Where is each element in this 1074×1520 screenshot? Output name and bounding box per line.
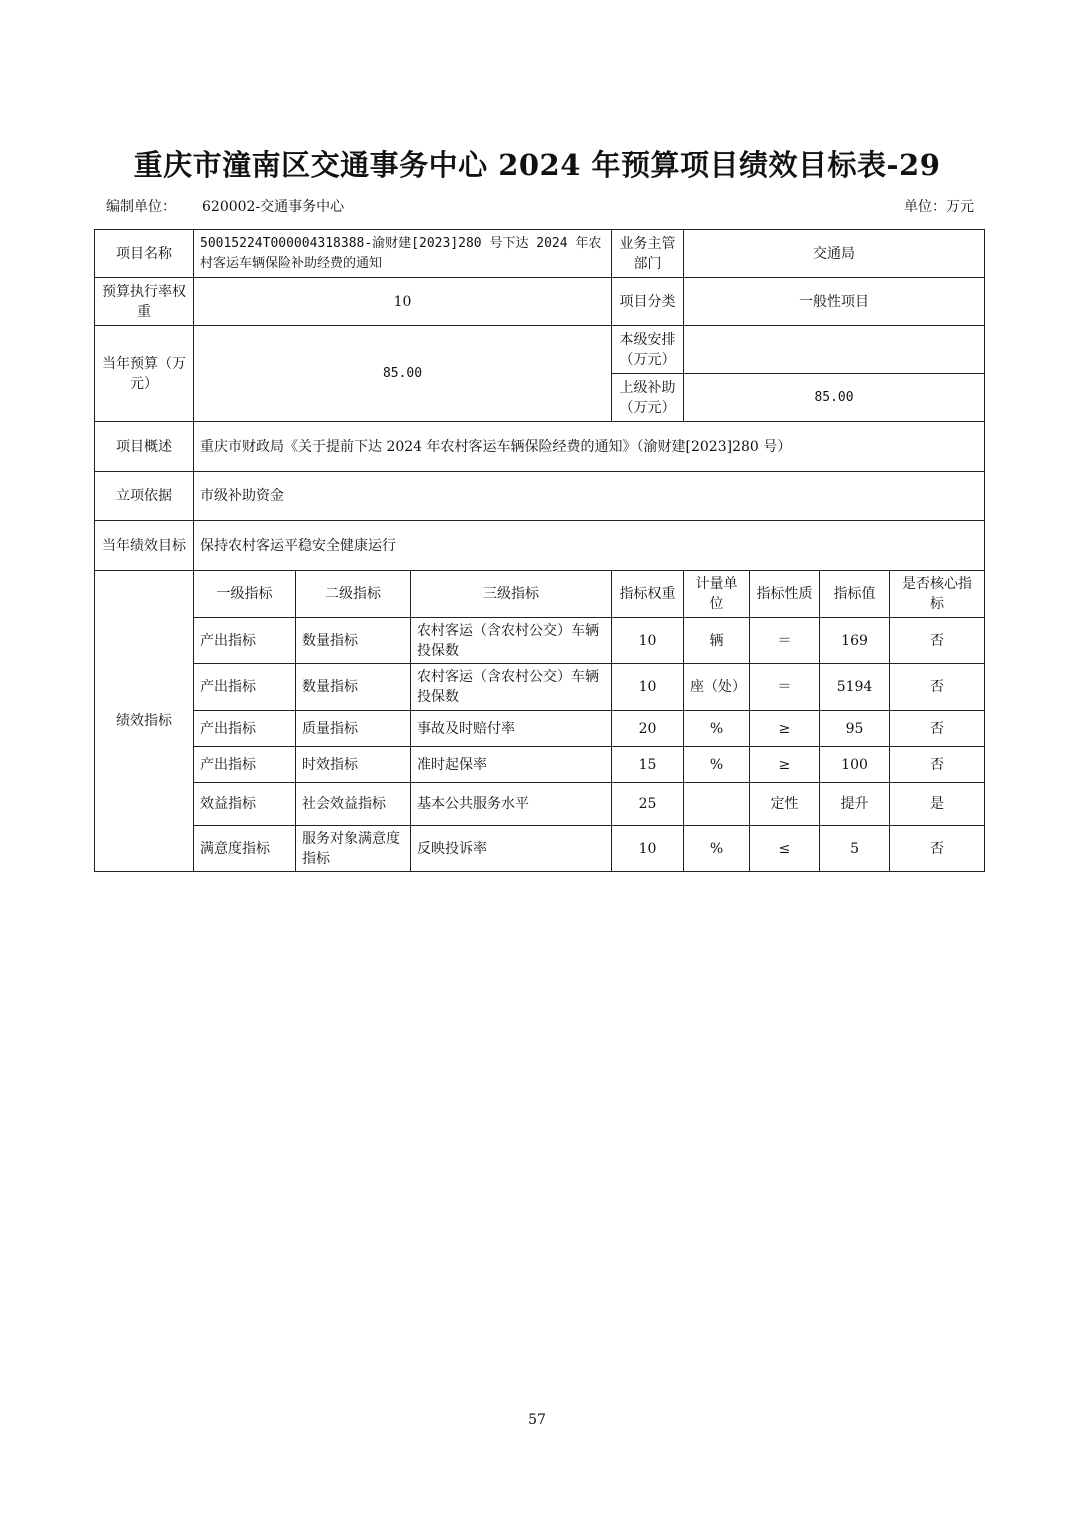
exec-weight-value: 10	[194, 278, 612, 326]
core-cell: 否	[890, 664, 985, 711]
header-level2: 二级指标	[296, 571, 411, 618]
nature-cell: ＝	[750, 664, 820, 711]
value-cell: 95	[820, 711, 890, 747]
table-row	[95, 826, 985, 872]
basis-label: 立项依据	[95, 472, 194, 521]
row-overview	[95, 422, 985, 472]
header-core: 是否核心指标	[890, 571, 985, 618]
weight-cell: 10	[612, 826, 684, 872]
level3-cell: 基本公共服务水平	[411, 783, 612, 826]
weight-cell: 10	[612, 618, 684, 664]
upper-label: 上级补助（万元）	[612, 374, 684, 422]
value-cell: 提升	[820, 783, 890, 826]
local-label: 本级安排（万元）	[612, 326, 684, 374]
indicator-header-row	[95, 571, 985, 618]
goal-label: 当年绩效目标	[95, 521, 194, 571]
unit-cell: 辆	[684, 618, 750, 664]
header-unit: 计量单位	[684, 571, 750, 618]
nature-cell: ＝	[750, 618, 820, 664]
performance-target-table	[94, 229, 985, 872]
level2-cell: 数量指标	[296, 664, 411, 711]
upper-value: 85.00	[684, 374, 985, 422]
dept-value: 交通局	[684, 230, 985, 278]
nature-cell: ≤	[750, 826, 820, 872]
currency-unit: 单位：万元	[904, 199, 974, 215]
local-value	[684, 326, 985, 374]
nature-cell: 定性	[750, 783, 820, 826]
page-number: 57	[528, 1412, 546, 1428]
value-cell: 5	[820, 826, 890, 872]
dept-label: 业务主管部门	[612, 230, 684, 278]
level3-cell: 农村客运（含农村公交）车辆投保数	[411, 618, 612, 664]
goal-value: 保持农村客运平稳安全健康运行	[194, 521, 985, 571]
level1-cell: 产出指标	[194, 664, 296, 711]
weight-cell: 15	[612, 747, 684, 783]
level1-cell: 产出指标	[194, 747, 296, 783]
row-exec-weight	[95, 278, 985, 326]
level2-cell: 社会效益指标	[296, 783, 411, 826]
compiling-unit-label: 编制单位：	[106, 199, 176, 215]
budget-label: 当年预算（万元）	[95, 326, 194, 422]
core-cell: 否	[890, 711, 985, 747]
unit-cell	[684, 783, 750, 826]
value-cell: 100	[820, 747, 890, 783]
value-cell: 5194	[820, 664, 890, 711]
table-row	[95, 618, 985, 664]
level1-cell: 效益指标	[194, 783, 296, 826]
level2-cell: 时效指标	[296, 747, 411, 783]
table-row	[95, 664, 985, 711]
table-row	[95, 783, 985, 826]
perf-label: 绩效指标	[95, 571, 194, 872]
weight-cell: 25	[612, 783, 684, 826]
page-title: 重庆市潼南区交通事务中心 2024 年预算项目绩效目标表-29	[133, 148, 941, 182]
core-cell: 是	[890, 783, 985, 826]
header-level1: 一级指标	[194, 571, 296, 618]
category-label: 项目分类	[612, 278, 684, 326]
level2-cell: 质量指标	[296, 711, 411, 747]
unit-cell: %	[684, 826, 750, 872]
level1-cell: 满意度指标	[194, 826, 296, 872]
level2-cell: 服务对象满意度指标	[296, 826, 411, 872]
unit-cell: 座（处）	[684, 664, 750, 711]
level3-cell: 反映投诉率	[411, 826, 612, 872]
value-cell: 169	[820, 618, 890, 664]
core-cell: 否	[890, 747, 985, 783]
header-value: 指标值	[820, 571, 890, 618]
unit-cell: %	[684, 747, 750, 783]
core-cell: 否	[890, 826, 985, 872]
compiling-unit	[106, 196, 344, 216]
weight-cell: 10	[612, 664, 684, 711]
nature-cell: ≥	[750, 711, 820, 747]
overview-label: 项目概述	[95, 422, 194, 472]
table-row	[95, 711, 985, 747]
overview-value: 重庆市财政局《关于提前下达 2024 年农村客运车辆保险经费的通知》（渝财建[2023]280 号）	[194, 422, 985, 472]
row-basis	[95, 472, 985, 521]
level1-cell: 产出指标	[194, 711, 296, 747]
compiling-unit-value: 620002-交通事务中心	[202, 199, 345, 215]
row-goal	[95, 521, 985, 571]
row-project-name	[95, 230, 985, 278]
project-name-label: 项目名称	[95, 230, 194, 278]
table-row	[95, 747, 985, 783]
core-cell: 否	[890, 618, 985, 664]
exec-weight-label: 预算执行率权重	[95, 278, 194, 326]
unit-cell: %	[684, 711, 750, 747]
row-budget-local	[95, 326, 985, 374]
project-name-value: 50015224T000004318388-渝财建[2023]280 号下达 2024 年农村客运车辆保险补助经费的通知	[194, 230, 612, 278]
nature-cell: ≥	[750, 747, 820, 783]
level3-cell: 农村客运（含农村公交）车辆投保数	[411, 664, 612, 711]
basis-value: 市级补助资金	[194, 472, 985, 521]
header-level3: 三级指标	[411, 571, 612, 618]
weight-cell: 20	[612, 711, 684, 747]
budget-value: 85.00	[194, 326, 612, 422]
header-weight: 指标权重	[612, 571, 684, 618]
level2-cell: 数量指标	[296, 618, 411, 664]
category-value: 一般性项目	[684, 278, 985, 326]
header-nature: 指标性质	[750, 571, 820, 618]
level3-cell: 准时起保率	[411, 747, 612, 783]
level1-cell: 产出指标	[194, 618, 296, 664]
level3-cell: 事故及时赔付率	[411, 711, 612, 747]
